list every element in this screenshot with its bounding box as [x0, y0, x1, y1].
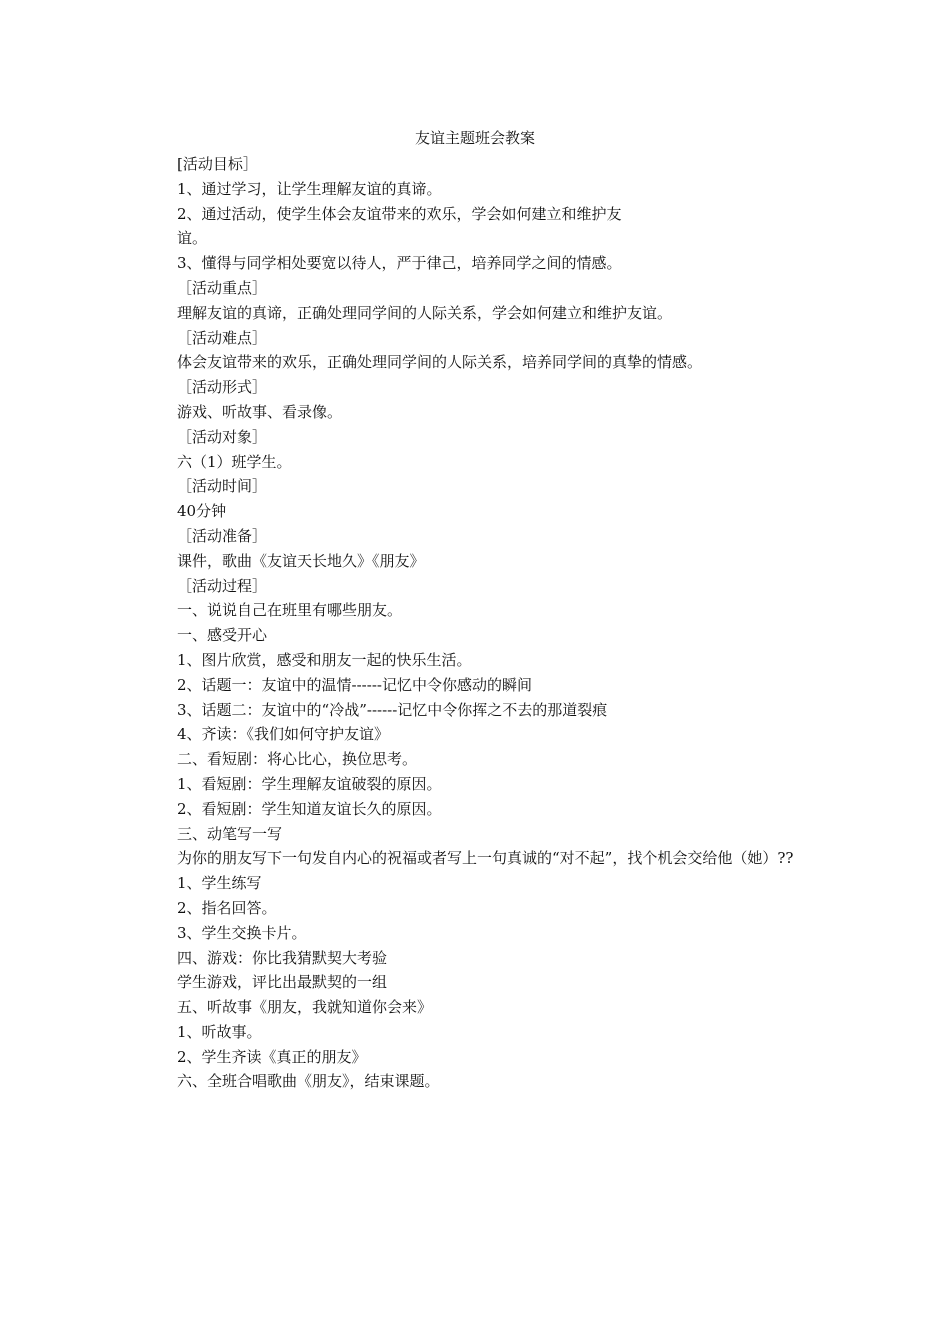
paragraph-line: 2、学生齐读《真正的朋友》	[177, 1047, 367, 1066]
paragraph-line: 理解友谊的真谛，正确处理同学间的人际关系，学会如何建立和维护友谊。	[177, 303, 673, 322]
paragraph-line: 六（1）班学生。	[177, 452, 292, 471]
paragraph-line: 40分钟	[177, 502, 227, 521]
document-body	[145, 152, 815, 1094]
paragraph-line: 3、懂得与同学相处要宽以待人，严于律己，培养同学之间的情感。	[177, 254, 622, 273]
paragraph-line: 3、学生交换卡片。	[177, 923, 307, 942]
paragraph-line: 二、看短剧：将心比心，换位思考。	[177, 750, 418, 769]
paragraph-line: 四、游戏：你比我猜默契大考验	[177, 948, 388, 967]
paragraph-line: 4、齐读：《我们如何守护友谊》	[177, 725, 390, 744]
paragraph-line: 游戏、听故事、看录像。	[177, 402, 343, 421]
paragraph-line: 三、动笔写一写	[177, 824, 283, 843]
section-heading-process: ［活动过程］	[177, 576, 268, 595]
section-heading-goals: [活动目标］	[177, 155, 258, 173]
paragraph-line: 六、全班合唱歌曲《朋友》，结束课题。	[177, 1072, 440, 1091]
paragraph-line: 学生游戏，评比出最默契的一组	[177, 973, 388, 992]
section-heading-time: ［活动时间］	[177, 477, 268, 496]
paragraph-line: 谊。	[177, 229, 208, 248]
paragraph-line: 1、学生练写	[177, 874, 262, 893]
paragraph-line: 2、看短剧：学生知道友谊长久的原因。	[177, 799, 442, 818]
paragraph-line: 五、听故事《朋友，我就知道你会来》	[177, 998, 433, 1017]
paragraph-line: 1、通过学习，让学生理解友谊的真谛。	[177, 179, 442, 198]
paragraph-line: 课件，歌曲《友谊天长地久》《朋友》	[177, 551, 425, 570]
section-heading-audience: ［活动对象］	[177, 427, 268, 446]
paragraph-line: 2、指名回答。	[177, 898, 277, 917]
section-heading-difficulty: ［活动难点］	[177, 328, 268, 347]
paragraph-line: 2、话题一：友谊中的温情------记忆中令你感动的瞬间	[177, 675, 532, 694]
section-heading-focus: ［活动重点］	[177, 278, 268, 297]
paragraph-line: 体会友谊带来的欢乐，正确处理同学间的人际关系，培养同学间的真挚的情感。	[177, 353, 703, 372]
paragraph-line: 3、话题二：友谊中的“冷战”------记忆中令你挥之不去的那道裂痕	[177, 700, 608, 719]
section-heading-preparation: ［活动准备］	[177, 526, 268, 545]
section-heading-format: ［活动形式］	[177, 378, 268, 397]
paragraph-line: 2、通过活动，使学生体会友谊带来的欢乐，学会如何建立和维护友	[177, 204, 622, 223]
paragraph-line: 一、感受开心	[177, 626, 268, 645]
paragraph-line: 一、说说自己在班里有哪些朋友。	[177, 601, 403, 620]
paragraph-line: 1、图片欣赏，感受和朋友一起的快乐生活。	[177, 650, 472, 669]
paragraph-line: 1、听故事。	[177, 1022, 262, 1041]
document-title: 友谊主题班会教案	[414, 129, 535, 147]
paragraph-line: 1、看短剧：学生理解友谊破裂的原因。	[177, 774, 442, 793]
wrapped-paragraph: 为你的朋友写下一句发自内心的祝福或者写上一句真诚的“对不起”，找个机会交给他（她）??	[177, 849, 794, 868]
